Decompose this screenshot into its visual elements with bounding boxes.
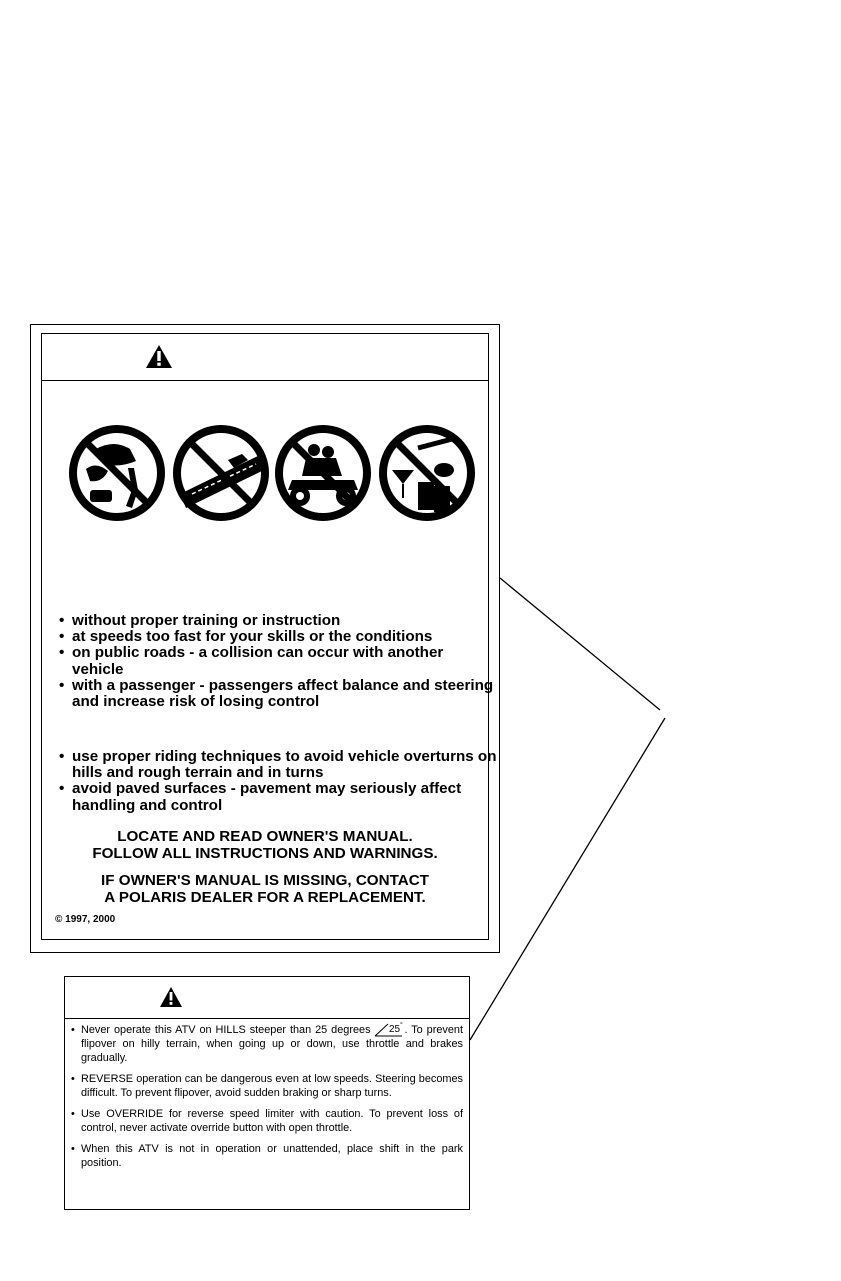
warning-triangle-icon: [145, 344, 173, 369]
list-item: • use proper riding techniques to avoid vehicle overturns on hills and rough terrain and in turns: [59, 749, 499, 781]
no-drugs-icon: [383, 429, 471, 517]
never-operate-list: [59, 613, 499, 710]
no-drugs-alcohol-icon: [73, 429, 161, 517]
list-item: • REVERSE operation can be dangerous even at low speeds. Steering becomes difficult. To prevent flipover, avoid sudden braking or sharp turns.: [71, 1072, 463, 1100]
always-list: [59, 749, 499, 814]
no-paved-road-icon: [177, 429, 265, 517]
svg-text:°: °: [400, 1022, 404, 1029]
warning-triangle-icon: [159, 986, 183, 1008]
list-item: • Use OVERRIDE for reverse speed limiter with caution. To prevent loss of control, never activate override button with open throttle.: [71, 1107, 463, 1135]
warning-label-secondary: [64, 976, 470, 1210]
list-item: • with a passenger - passengers affect balance and steering and increase risk of losing control: [59, 678, 499, 710]
copyright-notice: © 1997, 2000: [55, 914, 116, 925]
list-item: • When this ATV is not in operation or unattended, place shift in the park position.: [71, 1142, 463, 1170]
no-passenger-icon: [279, 429, 367, 517]
list-item: • on public roads - a collision can occur with another vehicle: [59, 645, 499, 677]
angle-value: 25: [389, 1024, 401, 1035]
warning-label-main: [30, 324, 500, 953]
list-item: • without proper training or instruction: [59, 613, 499, 629]
secondary-warning-list: [71, 1023, 463, 1177]
list-item: • avoid paved surfaces - pavement may seriously affect handling and control: [59, 781, 499, 813]
missing-manual-instruction: IF OWNER'S MANUAL IS MISSING, CONTACT A POLARIS DEALER FOR A REPLACEMENT.: [101, 872, 429, 906]
list-item: • at speeds too fast for your skills or the conditions: [59, 629, 499, 645]
pictogram-row: [68, 424, 480, 522]
angle-icon: [374, 1021, 404, 1037]
warning-header-secondary: [65, 977, 469, 1019]
warning-header: [42, 334, 488, 381]
warning-label-main-inner: [41, 333, 497, 940]
read-manual-instruction: LOCATE AND READ OWNER'S MANUAL. FOLLOW ALL INSTRUCTIONS AND WARNINGS.: [92, 828, 438, 862]
angle-symbol: [374, 1023, 404, 1037]
list-item: • Never operate this ATV on HILLS steeper than 25 degrees 25 ° . To prevent flipover on hilly terrain, when going up or down, use throttle and brakes gradually.: [71, 1023, 463, 1065]
